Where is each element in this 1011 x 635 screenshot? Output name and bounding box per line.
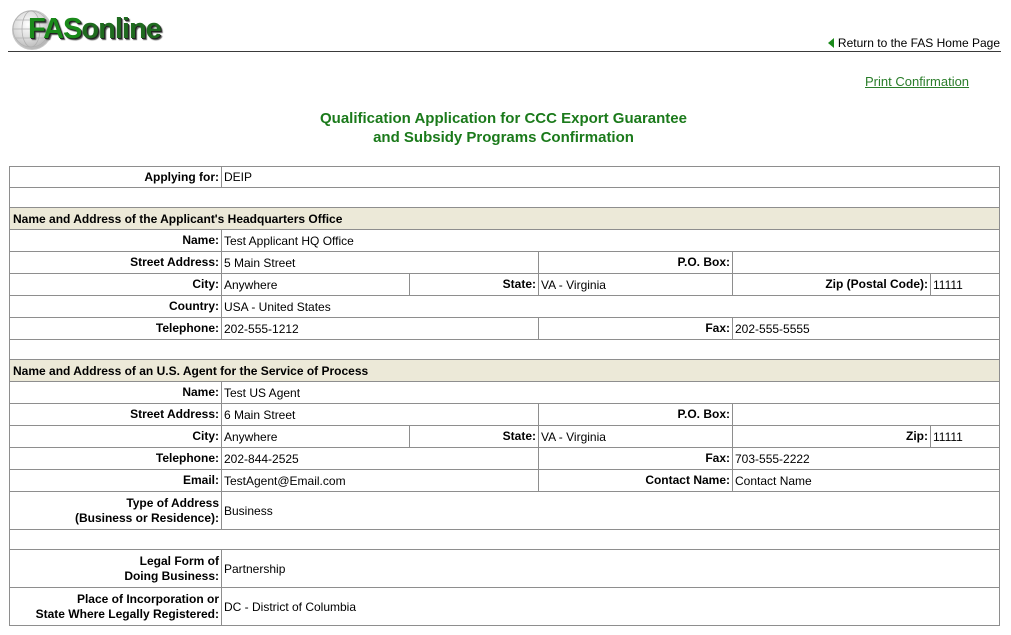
logo-fas-text: FAS <box>28 13 82 45</box>
agent-phone-label: Telephone: <box>10 448 222 469</box>
hq-pobox-label: P.O. Box: <box>539 252 733 273</box>
confirmation-form <box>9 166 1000 626</box>
agent-email-row <box>9 470 1000 492</box>
agent-contact-value: Contact Name <box>735 473 812 488</box>
hq-phone-label: Telephone: <box>10 318 222 339</box>
agent-city-label: City: <box>10 426 222 447</box>
agent-name-row <box>9 382 1000 404</box>
applying-row <box>9 166 1000 188</box>
incorporation-row <box>9 588 1000 626</box>
agent-section-header <box>9 360 1000 382</box>
hq-street-value: 5 Main Street <box>222 252 539 273</box>
agent-type-label-line-2: (Business or Residence): <box>74 510 219 525</box>
legal-form-value: Partnership <box>224 561 286 576</box>
agent-type-label-line-1: Type of Address <box>126 495 219 510</box>
hq-state-label: State: <box>410 274 539 295</box>
applying-value: DEIP <box>224 170 253 184</box>
spacer-row <box>9 530 1000 550</box>
agent-email-label: Email: <box>10 470 222 491</box>
hq-country-row <box>9 296 1000 318</box>
agent-email-value: TestAgent@Email.com <box>222 470 539 491</box>
hq-section-header <box>9 208 1000 230</box>
hq-country-label: Country: <box>10 296 222 317</box>
hq-street-label: Street Address: <box>10 252 222 273</box>
fas-online-logo[interactable] <box>28 11 161 47</box>
agent-zip-value: 11111 <box>933 429 963 444</box>
hq-country-value: USA - United States <box>224 299 331 314</box>
page-title <box>0 109 1007 147</box>
agent-fax-label: Fax: <box>539 448 733 469</box>
page-title-line-1: Qualification Application for CCC Export Guarantee <box>320 110 687 127</box>
header-divider <box>8 51 1001 52</box>
agent-street-value: 6 Main Street <box>222 404 539 425</box>
agent-city-value: Anywhere <box>222 426 410 447</box>
agent-street-row <box>9 404 1000 426</box>
hq-pobox-value <box>733 252 999 273</box>
agent-phone-value: 202-844-2525 <box>222 448 539 469</box>
hq-zip-label: Zip (Postal Code): <box>733 274 931 295</box>
legal-form-row <box>9 550 1000 588</box>
agent-type-value: Business <box>224 503 273 518</box>
print-confirmation-link[interactable]: Print Confirmation <box>865 74 970 89</box>
agent-city-row <box>9 426 1000 448</box>
hq-fax-value: 202-555-5555 <box>735 321 810 336</box>
hq-phone-row <box>9 318 1000 340</box>
agent-type-row <box>9 492 1000 530</box>
return-home-link[interactable] <box>828 36 1000 50</box>
hq-city-label: City: <box>10 274 222 295</box>
logo-online-text: online <box>81 13 161 45</box>
header <box>0 0 1011 56</box>
agent-state-label: State: <box>410 426 539 447</box>
hq-name-value: Test Applicant HQ Office <box>224 233 354 248</box>
hq-street-row <box>9 252 1000 274</box>
hq-fax-label: Fax: <box>539 318 733 339</box>
hq-state-value: VA - Virginia <box>539 274 733 295</box>
applying-label: Applying for: <box>10 167 222 187</box>
hq-zip-value: 11111 <box>933 277 963 292</box>
hq-city-row <box>9 274 1000 296</box>
hq-phone-value: 202-555-1212 <box>222 318 539 339</box>
hq-name-row <box>9 230 1000 252</box>
agent-section-title: Name and Address of an U.S. Agent for the Service of Process <box>13 363 369 378</box>
spacer-row <box>9 340 1000 360</box>
agent-state-value: VA - Virginia <box>539 426 733 447</box>
agent-fax-value: 703-555-2222 <box>735 451 810 466</box>
incorporation-label <box>10 588 222 625</box>
agent-name-value: Test US Agent <box>224 385 301 400</box>
agent-zip-label: Zip: <box>733 426 931 447</box>
hq-city-value: Anywhere <box>222 274 410 295</box>
incorporation-value: DC - District of Columbia <box>224 599 357 614</box>
agent-street-label: Street Address: <box>10 404 222 425</box>
legal-form-label <box>10 550 222 587</box>
incorporation-label-line-1: Place of Incorporation or <box>76 591 219 606</box>
agent-type-label <box>10 492 222 529</box>
hq-section-title: Name and Address of the Applicant's Headquarters Office <box>13 211 343 226</box>
legal-form-label-line-1: Legal Form of <box>139 553 219 568</box>
hq-name-label: Name: <box>10 230 222 251</box>
page-title-line-2: and Subsidy Programs Confirmation <box>373 129 634 146</box>
spacer-row <box>9 188 1000 208</box>
agent-pobox-label: P.O. Box: <box>539 404 733 425</box>
agent-name-label: Name: <box>10 382 222 403</box>
legal-form-label-line-2: Doing Business: <box>124 568 219 583</box>
agent-phone-row <box>9 448 1000 470</box>
agent-contact-label: Contact Name: <box>539 470 733 491</box>
arrow-left-icon <box>828 38 834 48</box>
return-home-label: Return to the FAS Home Page <box>837 36 1000 50</box>
agent-pobox-value <box>733 404 999 425</box>
incorporation-label-line-2: State Where Legally Registered: <box>35 606 219 621</box>
